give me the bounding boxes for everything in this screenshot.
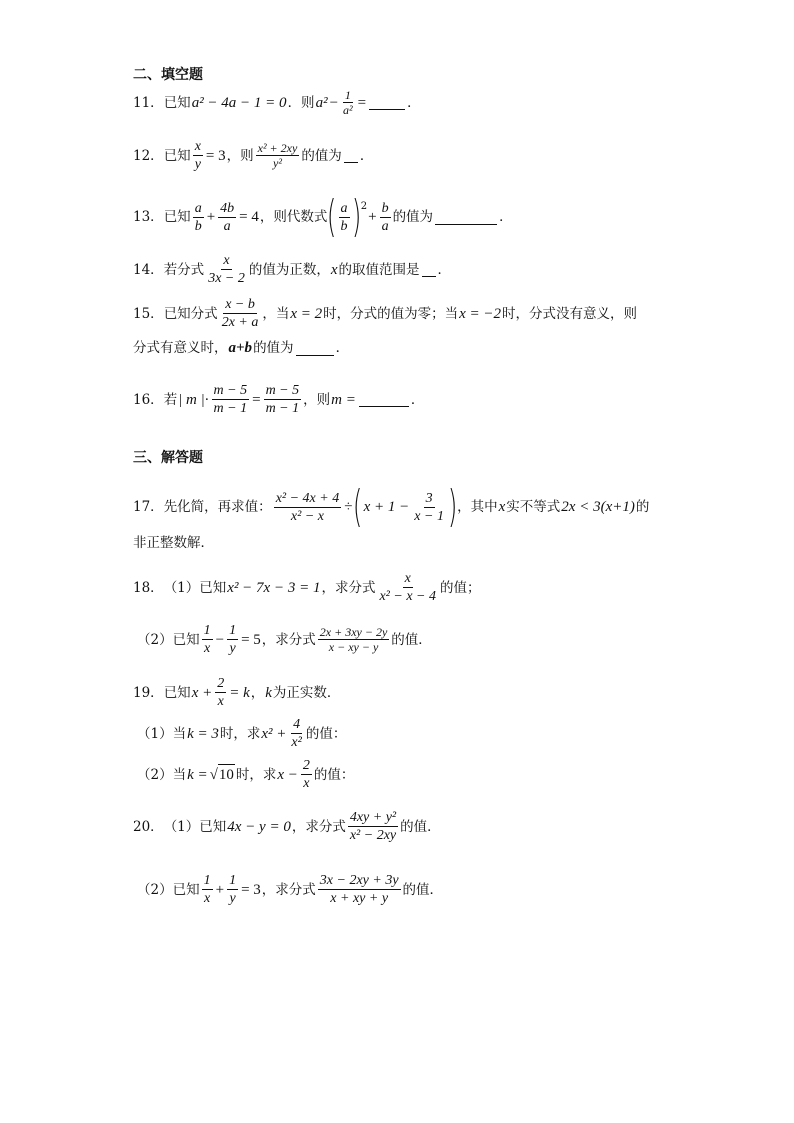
- question-14: 14． 若分式 $\frac{x}{3x - 2}$ 的值为正数， x 的取值范围是 ．: [133, 253, 452, 286]
- question-20-part-2: （2）已知 $\frac{1}{x}$ + $\frac{1}{y}$ = 3 ，求分式 $\frac{3x - 2xy + 3y}{x + xy + y}$ 的值．: [137, 873, 444, 906]
- sqrt-symbol: √ 10: [209, 764, 236, 785]
- question-16: 16． 若 | m |· $\frac{m - 5}{m - 1}$ = $\frac{m - 5}{m - 1}$ ，则 m = ．: [133, 383, 425, 416]
- q11-fraction: $\frac{1}{\text{a²}}$: [343, 88, 353, 117]
- question-19-part-2: （2）当 k = √ 10 时，求 x − $\frac{2}{x}$ 的值：: [137, 758, 355, 791]
- q11-equation: a² − 4a − 1 = 0: [191, 94, 287, 111]
- q12-fraction-2: $\frac{\text{x² + 2xy}}{\text{y²}}$: [257, 141, 298, 170]
- question-11: 11． 已知 a² − 4a − 1 = 0 ．则 a² − $\frac{1}{\text{a²}}$ = ．: [133, 88, 421, 117]
- answer-blank: [369, 95, 405, 110]
- question-18-part-2: （2）已知 $\frac{1}{x}$ − $\frac{1}{y}$ = 5 ，求分式 $\frac{2x + 3xy - 2y}{x - xy - y}$ 的值．: [137, 623, 432, 656]
- question-17-cont: 非正整数解．: [133, 535, 214, 551]
- question-19-part-1: （1）当 k = 3 时，求 x² + $\frac{4}{\text{x²}}$ 的值：: [137, 717, 347, 750]
- q12-fraction-1: $\frac{x}{y}$: [194, 139, 201, 172]
- question-19: 19． 已知 x + $\frac{2}{x}$ = k ， k 为正实数．: [133, 676, 341, 709]
- section-title-fill-in: 二、填空题: [133, 67, 203, 83]
- question-15-cont: 分式有意义时， a+b 的值为 ．: [133, 340, 350, 356]
- question-17: 17． 先化简，再求值： $\frac{\text{x² − 4x + 4}}{\text{x² − x}}$ ÷ ( x + 1 − $\frac{3}{x - 1}$ ) ，其中 x 实不等式 2x < 3(x+1) 的: [133, 481, 650, 532]
- answer-blank: [435, 210, 497, 225]
- question-15: 15． 已知分式 $\frac{x - b}{2x + a}$ ，当 x = 2 时，分式的值为零；当 x = −2 时，分式没有意义，则: [133, 297, 638, 330]
- answer-blank: [296, 341, 334, 356]
- question-13: 13． 已知 $\frac{a}{b}$ + $\frac{4b}{a}$ = 4 ，则代数式 ( $\frac{a}{b}$ ) 2 + $\frac{b}{a}$ 的值为 ．: [133, 191, 513, 242]
- question-12: 12． 已知 $\frac{x}{y}$ = 3 ，则 $\frac{\text{x² + 2xy}}{\text{y²}}$ 的值为 ．: [133, 139, 374, 172]
- question-18: 18． （1）已知 x² − 7x − 3 = 1 ，求分式 $\frac{x}{\text{x² − x − 4}}$ 的值；: [133, 571, 481, 604]
- answer-blank: [344, 148, 358, 163]
- answer-blank: [422, 262, 436, 277]
- question-20: 20． （1）已知 4x − y = 0 ，求分式 $\frac{\text{4xy + y²}}{\text{x² − 2xy}}$ 的值．: [133, 810, 441, 843]
- answer-blank: [359, 392, 409, 407]
- section-title-answer: 三、解答题: [133, 450, 203, 466]
